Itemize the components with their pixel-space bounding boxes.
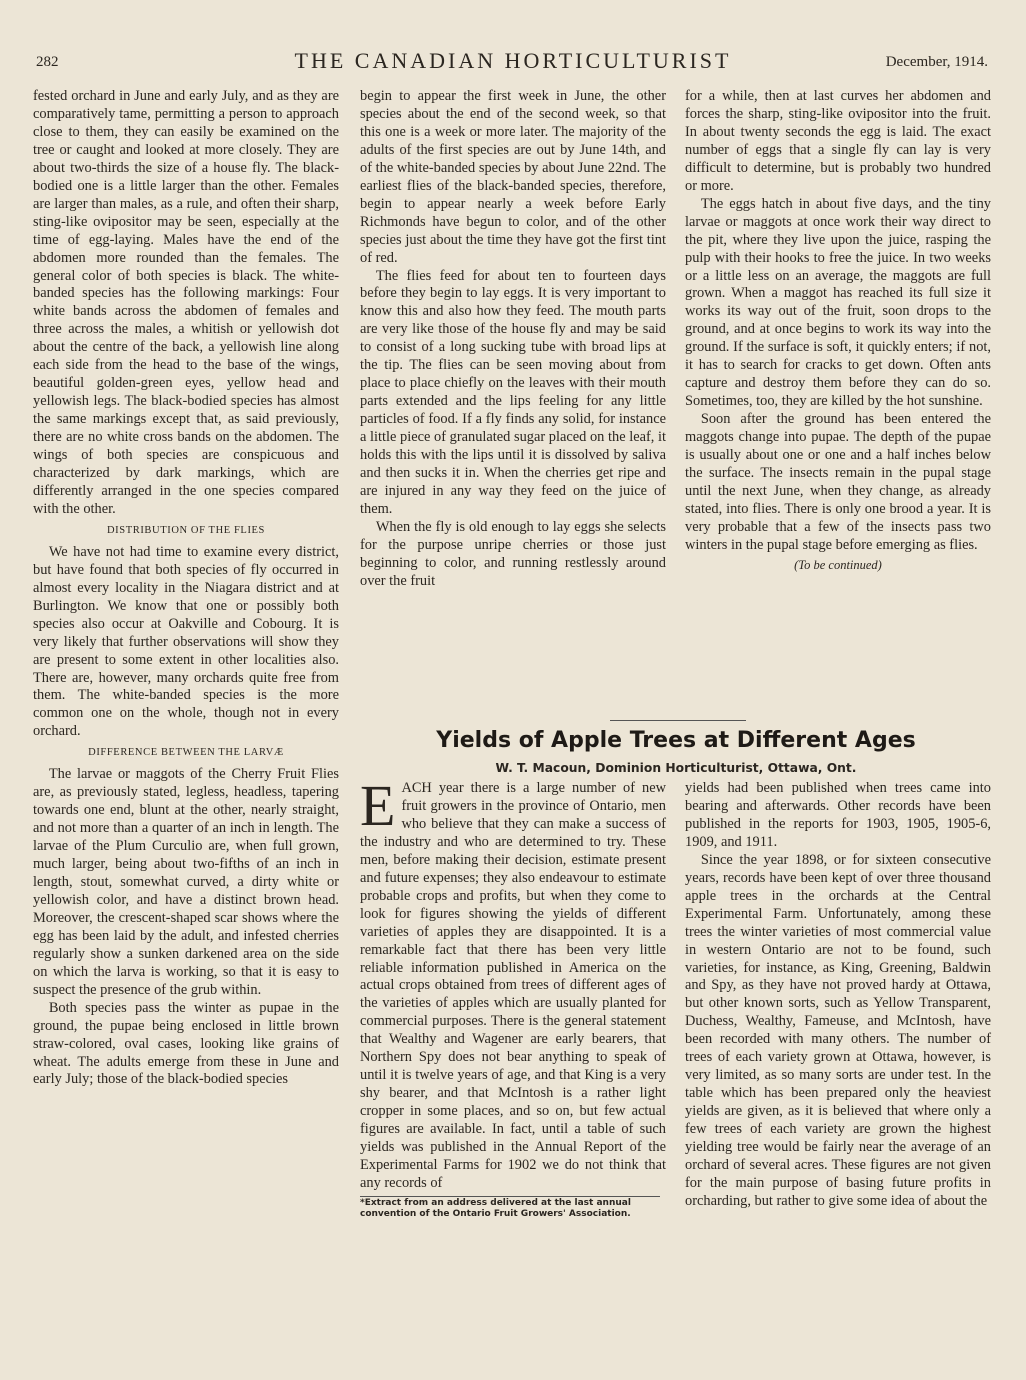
divider (610, 720, 746, 721)
drop-cap: E (360, 773, 396, 838)
paragraph: Both species pass the winter as pupae in the ground, the pupae being enclosed in little brown straw-colored, oval cases, looking like grains of wheat. The adults emerge from these in June and early July; those of the black-bodied species (33, 999, 339, 1088)
article-column-right (685, 780, 991, 1211)
article-title: Yields of Apple Trees at Different Ages (436, 728, 916, 753)
paragraph: begin to appear the first week in June, the other species about the end of the second week, so that this one is a week or more later. The majority of the adults of the first species are out by June 14th, and of the white-banded species by about June 22nd. The earliest flies of the black-banded species, therefore, begin to appear nearly a week before Early Richmonds have begun to color, and of the other species just about the time they have got the first tint of red. (360, 88, 666, 266)
paragraph: The eggs hatch in about five days, and the tiny larvae or maggots at once work their way direct to the pit, where they live upon the juice, rasping the pulp with their hooks to free the juice. In two weeks or a little less on an average, the maggots are full grown. When a maggot has reached its full size it works its way out of the fruit, soon drops to the ground, and at once begins to work its way into the ground. If the surface is soft, it quickly enters; if not, it has to search for cracks to get down. Often ants capture and destroy them before they can do so. Sometimes, too, they are killed by the hot sunshine. (685, 195, 991, 410)
section-heading: DISTRIBUTION OF THE FLIES (106, 524, 266, 536)
column-middle (360, 88, 666, 591)
page-number: 282 (36, 54, 59, 70)
footnote: *Extract from an address delivered at the last annual convention of the Ontario Fruit Growers' Association. (360, 1197, 631, 1219)
paragraph: When the fly is old enough to lay eggs she selects for the purpose unripe cherries or those just beginning to color, and running restlessly around over the fruit (360, 518, 666, 589)
article-column-left (360, 773, 666, 1220)
paragraph: The larvae or maggots of the Cherry Fruit Flies are, as previously stated, legless, headless, tapering towards one end, blunt at the other, nearly straight, and not more than a quarter of an inch in length. The larvae of the Plum Curculio are, when full grown, much larger, being about two-fifths of an inch in length, stout, somewhat curved, a dirty white or yellowish color, and have a distinct brown head. Moreover, the crescent-shaped scar shows where the egg has been laid by the adult, and infested cherries regularly show a sunken darkened area on the side on which the larva is working, so that it is easy to suspect the presence of the grub within. (33, 766, 339, 998)
continued-note: (To be continued) (794, 557, 882, 572)
paragraph-text: ACH year there is a large number of new fruit growers in the province of Ontario, men who believe that they can make a success of the industry and who are determined to try. These men, before making their decision, estimate present and future expenses; they also endeavour to estimate probable crops and profits, but when they come to look for figures showing the yields of different varieties of apples they are disappointed. It is a remarkable fact that there has been very little reliable information published in America on the actual crops obtained from trees of different ages of the varieties of apples which are usually planted for commercial purposes. There is the general statement that Wealthy and Wagener are early bearers, that Northern Spy does not bear anything to speak of until it is twelve years of age, and that King is a very shy bearer, and that McIntosh is a rather light cropper in some places, and so on, but few actual figures are available. In fact, until a table of such yields was published in the Annual Report of the Experimental Farms for 1902 we do not think that any records of (360, 780, 666, 1191)
paragraph: We have not had time to examine every district, but have found that both species of fly occurred in almost every locality in the Niagara district and at Burlington. We know that one or possibly both species also occur at Oakville and Cobourg. It is very likely that further observations will show they are present to some extent in other localities also. There are, however, many orchards quite free from them. The white-banded species is the more common one on the whole, though not in every orchard. (33, 543, 339, 740)
column-left (33, 88, 339, 1089)
paragraph: for a while, then at last curves her abdomen and forces the sharp, sting-like ovipositor into the fruit. In about twenty seconds the egg is laid. The exact number of eggs that a single fly can lay is very difficult to determine, but is probably two hundred or more. (685, 88, 991, 194)
paragraph: The flies feed for about ten to fourteen days before they begin to lay eggs. It is very important to know this and also how they feed. The mouth parts are very like those of the house fly and may be said to consist of a long sucking tube with broad lips at the tip. The flies can be seen moving about from place to place chiefly on the leaves with their mouth parts extended and the lips feeling for any little particles of food. If a fly finds any solid, for instance a little piece of granulated sugar placed on the leaf, it holds this with the lips until it is dissolved by saliva and then sucks it in. When the cherries get ripe and are injured in any way they feed on the juice of them. (360, 267, 666, 517)
publication-title: THE CANADIAN HORTICULTURIST (294, 48, 732, 73)
paragraph: yields had been published when trees came into bearing and afterwards. Other records have been published in the reports for 1903, 1905, 1905-6, 1909, and 1911. (685, 780, 991, 850)
issue-date: December, 1914. (885, 54, 988, 70)
paragraph: Soon after the ground has been entered the maggots change into pupae. The depth of the pupae is usually about one or one and a half inches below the surface. The insects remain in the pupal stage until the next June, when they change, as already stated, into flies. There is only one brood a year. It is very probable that a few of the insects pass two winters in the pupal stage before emerging as flies. (685, 411, 991, 553)
paragraph: Since the year 1898, or for sixteen consecutive years, records have been kept of over three thousand apple trees in the orchards at the Central Experimental Farm. Unfortunately, among these trees the winter varieties of most commercial value in western Ontario are not to be found, such varieties, for instance, as King, Greening, Baldwin and Spy, as they have not proved hardy at Ottawa, but other known sorts, such as Yellow Transparent, Duchess, Wealthy, Fameuse, and McIntosh, have been recorded with many others. The number of trees of each variety grown at Ottawa, however, is very limited, as so many sorts are under test. In the table which has been prepared only the heaviest yields are given, as it is believed that where only a few trees of each variety are grown the highest yielding tree would be fairly near the average of an orchard of several acres. These figures are not given for the main purpose of basing future profits in orcharding, but rather to give some idea of about the (685, 851, 991, 1209)
footnote-divider (360, 1196, 660, 1197)
page-header (0, 48, 1026, 78)
article-byline: W. T. Macoun, Dominion Horticulturist, Ottawa, Ont. (495, 761, 857, 775)
section-heading: DIFFERENCE BETWEEN THE LARVÆ (88, 747, 284, 759)
column-right (685, 88, 991, 575)
article-opening-paragraph (360, 773, 666, 1193)
paragraph: fested orchard in June and early July, and as they are comparatively tame, permitting a person to approach close to them, they can easily be examined on the tree or caught and looked at more closely. They are about two-thirds the size of a house fly. The black-bodied one is a little larger than the other. Females are larger than males, as a rule, and often their sharp, sting-like ovipositor may be seen, especially at the time of egg-laying. Males have the end of the abdomen more rounded than the females. The general color of both species is black. The white-banded species has the following markings: Four white bands across the abdomen of females and three across the males, a whitish or yellowish dot about the centre of the back, a yellowish line along each side from the head to the base of the wings, beautiful golden-green eyes, yellow head and yellowish legs. The black-bodied species has almost the same markings except that, as said previously, there are no white cross bands on the abdomen. The wings of both species are conspicuous and characterized by dark markings, which are differently arranged in the one species compared with the other. (33, 88, 339, 517)
